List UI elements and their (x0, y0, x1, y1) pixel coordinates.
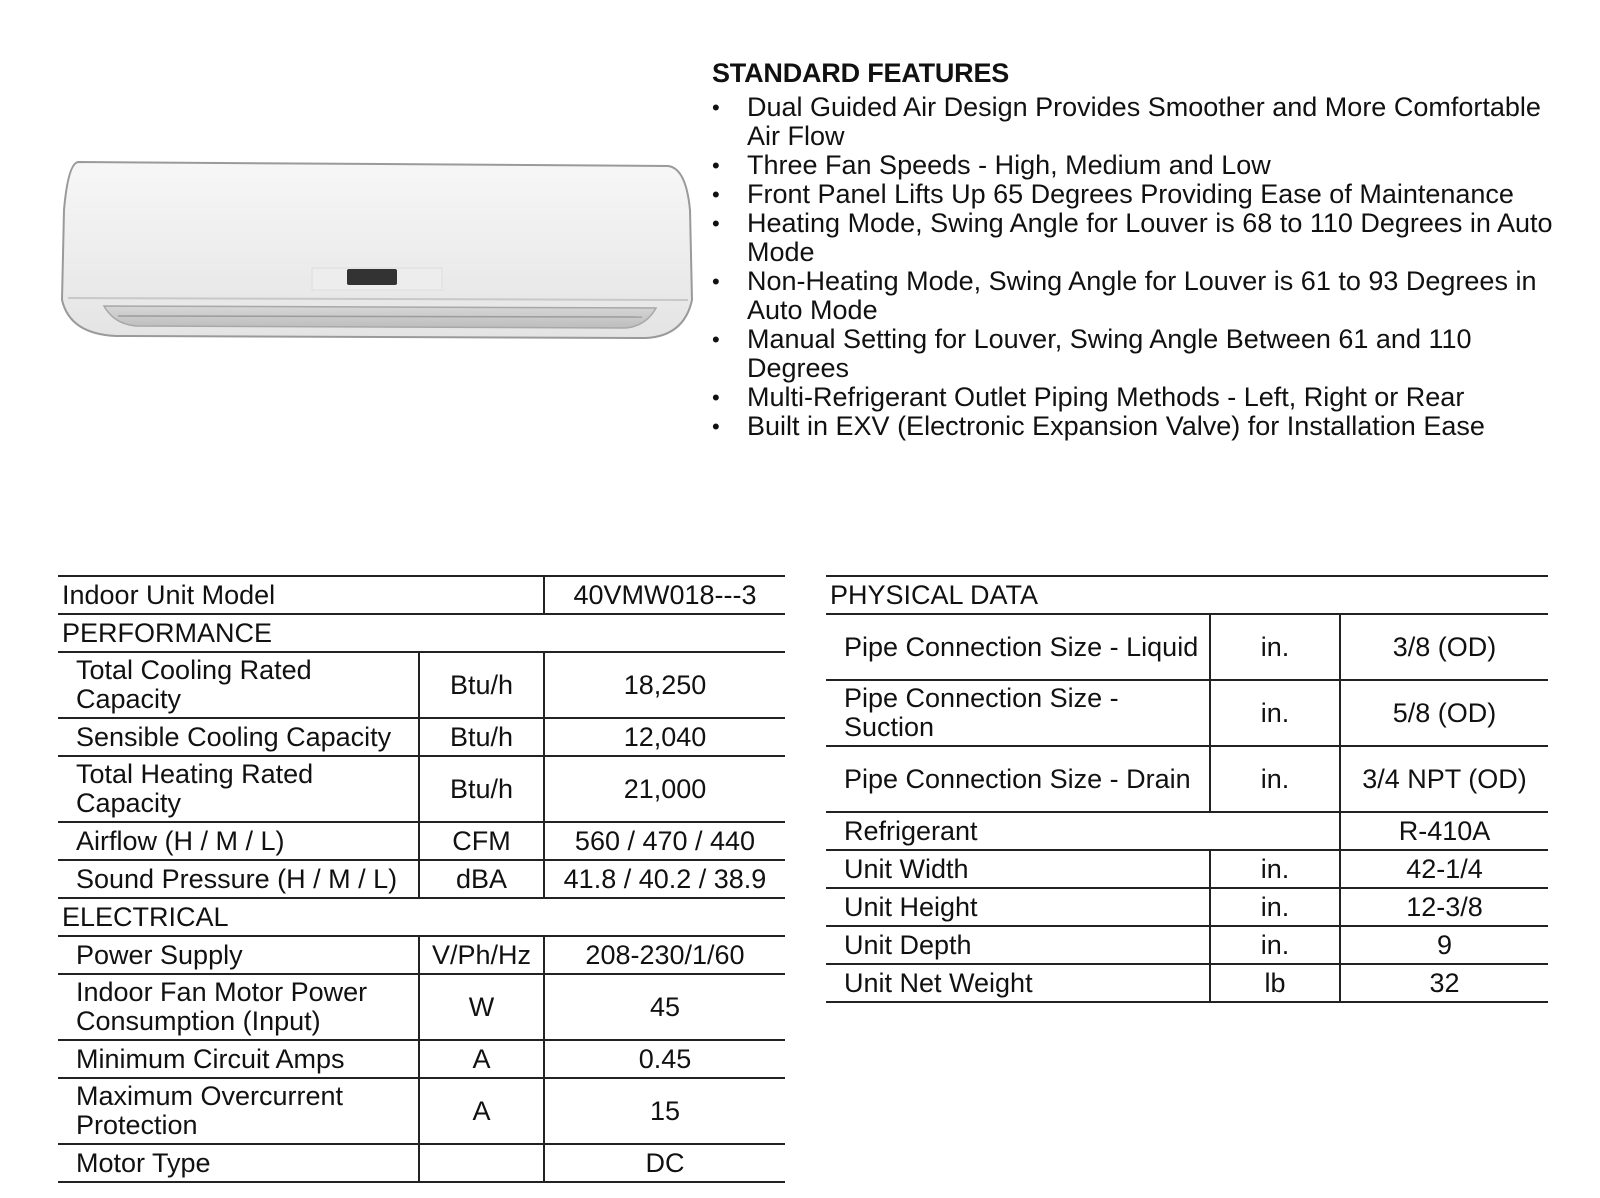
row-value: 41.8 / 40.2 / 38.9 (544, 860, 785, 898)
row-label: Maximum Overcurrent Protection (58, 1078, 419, 1144)
row-value: 3/4 NPT (OD) (1340, 746, 1548, 812)
row-value: 42-1/4 (1340, 850, 1548, 888)
row-label: Unit Width (826, 850, 1210, 888)
table-row (826, 812, 1548, 850)
row-value: 560 / 470 / 440 (544, 822, 785, 860)
row-value: 0.45 (544, 1040, 785, 1078)
feature-item: • Heating Mode, Swing Angle for Louver is 68 to 110 Degrees in Auto Mode (712, 209, 1572, 267)
feature-item: • Multi-Refrigerant Outlet Piping Methods - Left, Right or Rear (712, 383, 1572, 412)
feature-item: • Non-Heating Mode, Swing Angle for Louver is 61 to 93 Degrees in Auto Mode (712, 267, 1572, 325)
row-label: Pipe Connection Size - Drain (826, 746, 1210, 812)
row-unit (419, 1144, 544, 1182)
features-list (712, 93, 1572, 441)
row-label: Total Heating Rated Capacity (58, 756, 419, 822)
table-row (58, 860, 785, 898)
row-value: R-410A (1340, 812, 1548, 850)
physical-data-table (826, 575, 1548, 1003)
row-unit: A (419, 1078, 544, 1144)
table-row (58, 936, 785, 974)
model-label: Indoor Unit Model (58, 576, 544, 614)
table-row (826, 926, 1548, 964)
electrical-heading: ELECTRICAL (58, 898, 785, 936)
row-label: Pipe Connection Size - Liquid (826, 614, 1210, 680)
model-value: 40VMW018---3 (544, 576, 785, 614)
row-value: 18,250 (544, 652, 785, 718)
row-value: DC (544, 1144, 785, 1182)
table-row (826, 746, 1548, 812)
table-row (58, 1040, 785, 1078)
row-label: Minimum Circuit Amps (58, 1040, 419, 1078)
table-row (826, 614, 1548, 680)
feature-item: • Front Panel Lifts Up 65 Degrees Providing Ease of Maintenance (712, 180, 1572, 209)
row-unit: in. (1210, 850, 1340, 888)
row-unit: in. (1210, 888, 1340, 926)
row-value: 21,000 (544, 756, 785, 822)
physical-heading: PHYSICAL DATA (826, 576, 1548, 614)
row-label: Refrigerant (826, 812, 1340, 850)
row-label: Unit Height (826, 888, 1210, 926)
table-row (58, 1078, 785, 1144)
row-value: 3/8 (OD) (1340, 614, 1548, 680)
row-label: Unit Depth (826, 926, 1210, 964)
table-row (58, 822, 785, 860)
row-value: 12-3/8 (1340, 888, 1548, 926)
row-label: Airflow (H / M / L) (58, 822, 419, 860)
row-label: Motor Type (58, 1144, 419, 1182)
indoor-unit-image (56, 150, 706, 350)
row-unit: dBA (419, 860, 544, 898)
row-label: Unit Net Weight (826, 964, 1210, 1002)
table-row (826, 680, 1548, 746)
section-row (58, 898, 785, 936)
row-unit: in. (1210, 614, 1340, 680)
row-unit: lb (1210, 964, 1340, 1002)
row-value: 32 (1340, 964, 1548, 1002)
row-value: 5/8 (OD) (1340, 680, 1548, 746)
specifications-table (58, 575, 785, 1183)
row-label: Power Supply (58, 936, 419, 974)
row-unit: in. (1210, 926, 1340, 964)
table-row (58, 974, 785, 1040)
row-label: Sound Pressure (H / M / L) (58, 860, 419, 898)
row-unit: Btu/h (419, 718, 544, 756)
row-label: Pipe Connection Size - Suction (826, 680, 1210, 746)
model-row (58, 576, 785, 614)
row-value: 12,040 (544, 718, 785, 756)
table-row (58, 718, 785, 756)
row-value: 45 (544, 974, 785, 1040)
standard-features (712, 58, 1572, 441)
row-unit: V/Ph/Hz (419, 936, 544, 974)
row-unit: W (419, 974, 544, 1040)
section-row (826, 576, 1548, 614)
feature-item: • Dual Guided Air Design Provides Smoother and More Comfortable Air Flow (712, 93, 1572, 151)
table-row (826, 888, 1548, 926)
table-row (826, 850, 1548, 888)
feature-item: • Manual Setting for Louver, Swing Angle Between 61 and 110 Degrees (712, 325, 1572, 383)
table-row (826, 964, 1548, 1002)
table-row (58, 756, 785, 822)
row-value: 9 (1340, 926, 1548, 964)
table-row (58, 652, 785, 718)
row-unit: in. (1210, 746, 1340, 812)
row-value: 208-230/1/60 (544, 936, 785, 974)
row-value: 15 (544, 1078, 785, 1144)
row-unit: A (419, 1040, 544, 1078)
row-unit: Btu/h (419, 652, 544, 718)
row-label: Total Cooling Rated Capacity (58, 652, 419, 718)
row-unit: Btu/h (419, 756, 544, 822)
section-row (58, 614, 785, 652)
row-unit: CFM (419, 822, 544, 860)
features-heading: STANDARD FEATURES (712, 58, 1010, 88)
row-label: Sensible Cooling Capacity (58, 718, 419, 756)
feature-item: • Three Fan Speeds - High, Medium and Low (712, 151, 1572, 180)
table-row (58, 1144, 785, 1182)
feature-item: • Built in EXV (Electronic Expansion Valve) for Installation Ease (712, 412, 1572, 441)
performance-heading: PERFORMANCE (58, 614, 785, 652)
row-unit: in. (1210, 680, 1340, 746)
row-label: Indoor Fan Motor Power Consumption (Input) (58, 974, 419, 1040)
